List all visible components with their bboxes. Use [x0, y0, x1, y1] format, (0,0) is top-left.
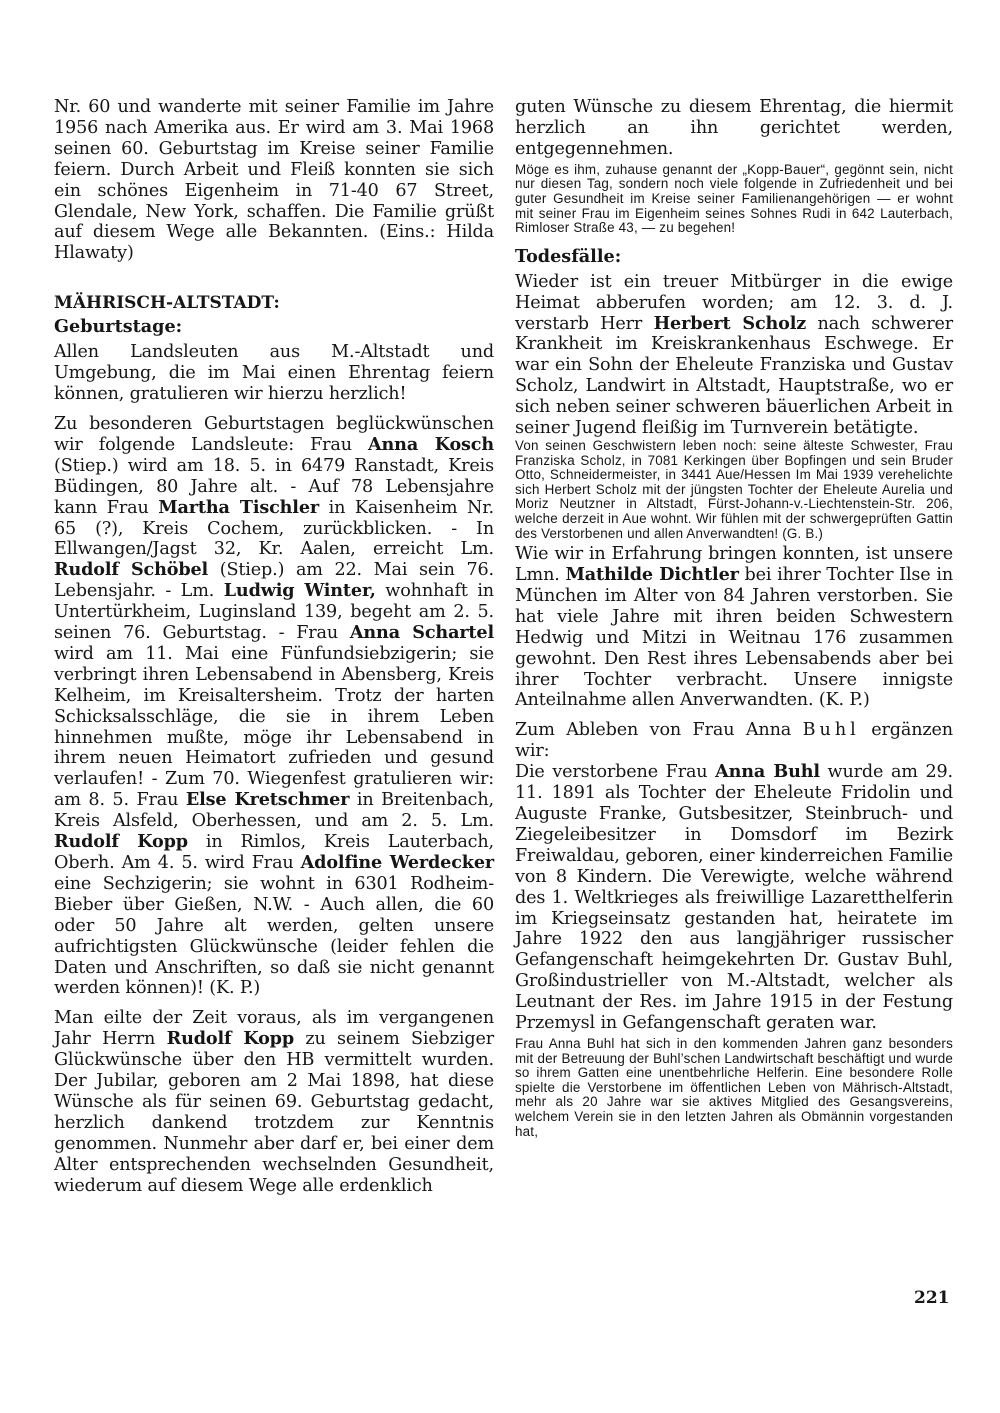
left-column	[54, 97, 494, 1197]
hlawaty-paragraph: Nr. 60 und wanderte mit seiner Familie im Jahre 1956 nach Amerika aus. Er wird am 3. Mai 1968 seinen 60. Geburtstag im Kreise seiner Familie feiern. Durch Arbeit und Fleiß konnten sie sich ein schönes Eigenheim in 71-40 67 Street, Glendale, New York, schaffen. Die Familie grüßt auf diesem Wege alle Bekannten. (Eins.: Hilda Hlawaty)	[54, 97, 494, 264]
person-name: Rudolf Kopp	[166, 1028, 294, 1050]
page-number: 221	[914, 1288, 950, 1308]
person-name: Anna Kosch	[368, 433, 494, 455]
text: (Stiep.) wird am 18. 5. in 6479 Ranstadt, Kreis Büdingen, 80 Jahre alt. - Auf 78 Lebensjahre kann Frau	[54, 455, 494, 518]
text: wohnhaft in Untertürkheim, Luginsland 139, begeht am 2. 5. seinen 76. Geburtstag. - Frau	[54, 581, 494, 644]
text: Die verstorbene Frau	[515, 762, 716, 783]
text: bei ihrer Tochter Ilse in München im Alter von 84 Jahren verstorben. Sie hat viele Jahre mit ihren beiden Schwestern Hedwig und Mitzi in Weitnau 176 zusammen gewohnt. Den Rest ihres Lebensabends aber bei ihrer Tochter verbracht. Unsere innigste Anteilnahme allen Anverwandten. (K. P.)	[515, 565, 953, 711]
buhl-small-paragraph: Frau Anna Buhl hat sich in den kommenden Jahren ganz besonders mit der Betreuung der Buhl’schen Landwirtschaft beschäftigt und wurde so ihrem Gatten eine unentbehrliche Helferin. Eine besondere Rolle spielte die Verstorbene im öffentlichen Leben von Mährisch-Altstadt, mehr als 20 Jahre war sie aktives Mitglied des Gesangsvereins, welchem Verein sie in den letzten Jahren als Obmännin vorgestanden hat,	[515, 1035, 953, 1139]
text: wurde am 29. 11. 1891 als Tochter der Eheleute Fridolin und Auguste Franke, Gutsbesitzer, Steinbruch- und Ziegeleibesitzer in Domsdorf im Bezirk Freiwaldau, geboren, einer kinderreichen Familie von 8 Kindern. Die Verewigte, welche während des 1. Weltkrieges als freiwillige Lazaretthelferin im Kriegseinsatz gestanden hat, heiratete im Jahre 1922 den aus langjähriger russischer Gefangenschaft heimgekehrten Dr. Gustav Buhl, Großindustrieller von M.-Altstadt, welcher als Leutnant der Res. im Jahre 1915 in der Festung Przemysl in Gefangenschaft geraten war.	[515, 762, 953, 1034]
kopp-continued-paragraph: guten Wünsche zu diesem Ehrentag, die hiermit herzlich an ihn gerichtet werden, entgegennehmen.	[515, 97, 953, 159]
greeting-paragraph: Allen Landsleuten aus M.-Altstadt und Umgebung, die im Mai einen Ehrentag feiern können, gratulieren wir hierzu herzlich!	[54, 342, 494, 405]
person-name: Else Kretschmer	[185, 789, 350, 811]
person-name: Anna Schartel	[349, 622, 494, 644]
text: Wie wir in Erfahrung bringen konnten, ist unsere Lmn.	[515, 544, 953, 585]
text: in Kaisenheim Nr. 65 (?), Kreis Cochem, zurückblicken. - In Ellwangen/Jagst 32, Kr. Aalen, erreicht Lm.	[54, 497, 494, 560]
kopp-small-paragraph: Möge es ihm, zuhause genannt der „Kopp-Bauer“, gegönnt sein, nicht nur diesen Tag, sondern noch viele folgende in Zufriedenheit und bei guter Gesundheit im Kreise seiner Familienangehörigen — er wohnt mit seiner Frau im Eigenheim seines Sohnes Rudi in 642 Lauterbach, Rimloser Straße 43, — zu begehen!	[515, 161, 953, 236]
text: ergänzen wir:	[515, 720, 953, 762]
text: nach schwerer Krankheit im Kreiskrankenhaus Eschwege. Er war ein Sohn der Eheleute Franziska und Gustav Scholz, Landwirt in Altstadt, Hauptstraße, wo er sich neben seiner schweren bäuerlichen Arbeit in seiner Jugend fleißig im Turnverein betätigte.	[515, 313, 954, 439]
subsection-heading-geburtstage: Geburtstage:	[54, 316, 183, 338]
text: wird am 11. Mai eine Fünfundsiebzigerin; sie verbringt ihren Lebensabend in Abensberg, Kreis Kelheim, im Kreisaltersheim. Trotz der harten Schicksalsschläge, die sie in ihrem Leben hinnehmen mußte, möge ihr Lebensabend in ihrem neuen Heimatort zufrieden und gesund verlaufen! - Zum 70. Wiegenfest gratulieren wir: am 8. 5. Frau	[54, 643, 494, 811]
text: Man eilte der Zeit voraus, als im vergangenen Jahr Herrn	[54, 1008, 494, 1050]
text: (Stiep.) am 22. Mai sein 76. Lebensjahr. - Lm.	[54, 560, 494, 602]
scholz-small-paragraph: Von seinen Geschwistern leben noch: seine älteste Schwester, Frau Franziska Scholz, in 7081 Kerkingen über Bopfingen und sein Bruder Otto, Schneidermeister, in 3441 Aue/Hessen Im Mai 1939 verehelichte sich Herbert Scholz mit der jüngsten Tochter der Eheleute Aurelia und Moriz Neutzner in Altstadt, Fürst-Johann-v.-Liechtenstein-Str. 206, welche derzeit in Aue wohnt. Wir fühlen mit der schwergeprüften Gattin des Verstorbenen und allen Anverwandten! (G. B.)	[515, 437, 953, 541]
buhl-intro-paragraph	[515, 720, 953, 762]
text: zu seinem Siebziger Glückwünsche über den HB vermittelt wurden. Der Jubilar, geboren am 2 Mai 1898, hat diese Wünsche als für seinen 69. Geburtstag gedacht, herzlich dankend trotzdem zur Kenntnis genommen. Nunmehr aber darf er, bei einer dem Alter entsprechenden wechselnden Gesundheit, wiederum auf diesem Wege alle erdenklich	[54, 1029, 494, 1196]
subsection-heading-todesfaelle: Todesfälle:	[515, 245, 622, 267]
birthdays-paragraph	[54, 414, 494, 999]
scholz-paragraph	[515, 272, 953, 439]
text: Wieder ist ein treuer Mitbürger in die ewige Heimat abberufen worden; am 12. 3. d. J. verstarb Herr	[515, 271, 953, 334]
text: eine Sechzigerin; sie wohnt in 6301 Rodheim-Bieber über Gießen, N.W. - Auch allen, die 60 oder 50 Jahre alt werden, gelten unsere aufrichtigsten Glückwünsche (leider fehlen die Daten und Anschriften, so daß sie nicht genannt werden können)! (K. P.)	[54, 873, 494, 999]
spaced-name: Buhl	[802, 720, 860, 741]
text: in Rimlos, Kreis Lauterbach, Oberh. Am 4. 5. wird Frau	[54, 832, 494, 873]
person-name: Ludwig Winter,	[223, 580, 376, 602]
buhl-paragraph	[515, 762, 953, 1034]
person-name: Herbert Scholz	[653, 312, 807, 334]
text: Zu besonderen Geburtstagen beglückwünschen wir folgende Landsleute: Frau	[54, 413, 494, 455]
text: in Breitenbach, Kreis Alsfeld, Oberhessen, und am 2. 5. Lm.	[54, 790, 494, 832]
dichtler-paragraph	[515, 544, 953, 711]
person-name: Rudolf Kopp	[54, 831, 188, 853]
section-heading-maehrisch-altstadt: MÄHRISCH-ALTSTADT:	[54, 293, 280, 314]
text: Zum Ableben von Frau Anna	[515, 720, 803, 741]
person-name: Adolfine Werdecker	[300, 852, 494, 873]
person-name: Mathilde Dichtler	[565, 564, 739, 585]
kopp-paragraph	[54, 1008, 494, 1196]
right-column	[515, 97, 953, 1139]
person-name: Martha Tischler	[158, 496, 320, 518]
person-name: Anna Buhl	[715, 761, 820, 783]
person-name: Rudolf Schöbel	[54, 559, 209, 581]
